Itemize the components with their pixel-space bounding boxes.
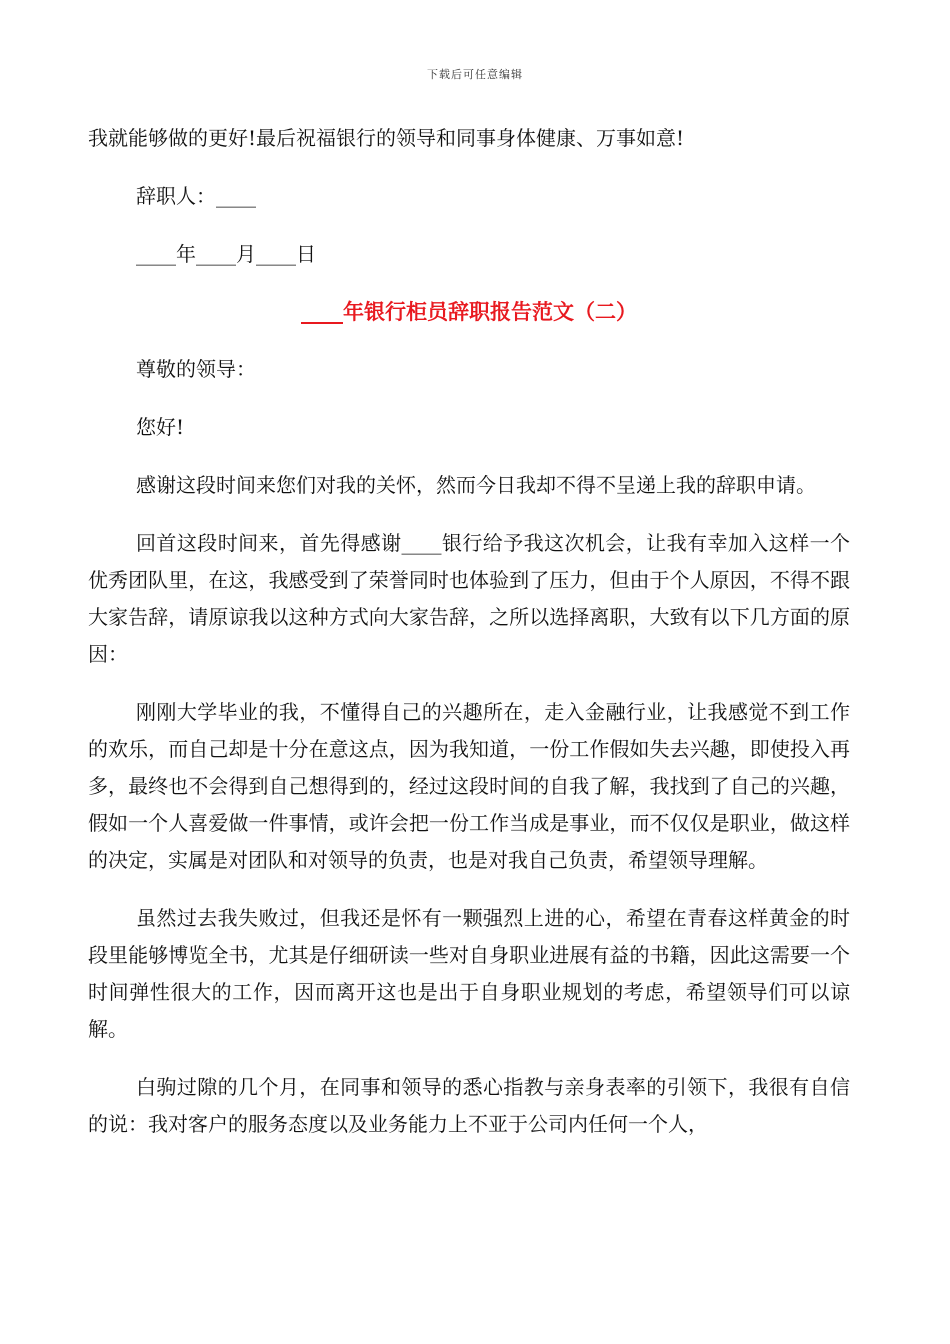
section-title: ____年银行柜员辞职报告范文（二）: [301, 299, 637, 324]
signer-line: 辞职人：____: [136, 184, 256, 208]
salutation: 尊敬的领导：: [136, 357, 256, 381]
closing-paragraph: 我就能够做的更好!最后祝福银行的领导和同事身体健康、万事如意!: [88, 126, 685, 150]
date-line: ____年____月____日: [136, 242, 316, 266]
paragraph-thanks: 感谢这段时间来您们对我的关怀，然而今日我却不得不呈递上我的辞职申请。: [136, 473, 816, 497]
paragraph-review: 回首这段时间来，首先得感谢____银行给予我这次机会，让我有幸加入这样一个优秀团队里，在这，我感受到了荣誉同时也体验到了压力，但由于个人原因，不得不跟大家告辞，请原谅我以这种方式向大家告辞，之所以选择离职，大致有以下几方面的原因：: [88, 531, 850, 666]
paragraph-ambition: 虽然过去我失败过，但我还是怀有一颗强烈上进的心，希望在青春这样黄金的时段里能够博览全书，尤其是仔细研读一些对自身职业进展有益的书籍，因此这需要一个时间弹性很大的工作，因而离开这也是出于自身职业规划的考虑，希望领导们可以谅解。: [88, 906, 850, 1041]
paragraph-confidence: 白驹过隙的几个月，在同事和领导的悉心指教与亲身表率的引领下，我很有自信的说：我对客户的服务态度以及业务能力上不亚于公司内任何一个人，: [88, 1075, 850, 1136]
document-body: [88, 120, 850, 1143]
header-note: 下载后可任意编辑: [427, 68, 523, 81]
paragraph-interest: 刚刚大学毕业的我，不懂得自己的兴趣所在，走入金融行业，让我感觉不到工作的欢乐，而自己却是十分在意这点，因为我知道，一份工作假如失去兴趣，即使投入再多，最终也不会得到自己想得到的，经过这段时间的自我了解，我找到了自己的兴趣，假如一个人喜爱做一件事情，或许会把一份工作当成是事业，而不仅仅是职业，做这样的决定，实属是对团队和对领导的负责，也是对我自己负责，希望领导理解。: [88, 700, 850, 872]
greeting: 您好!: [136, 415, 185, 439]
